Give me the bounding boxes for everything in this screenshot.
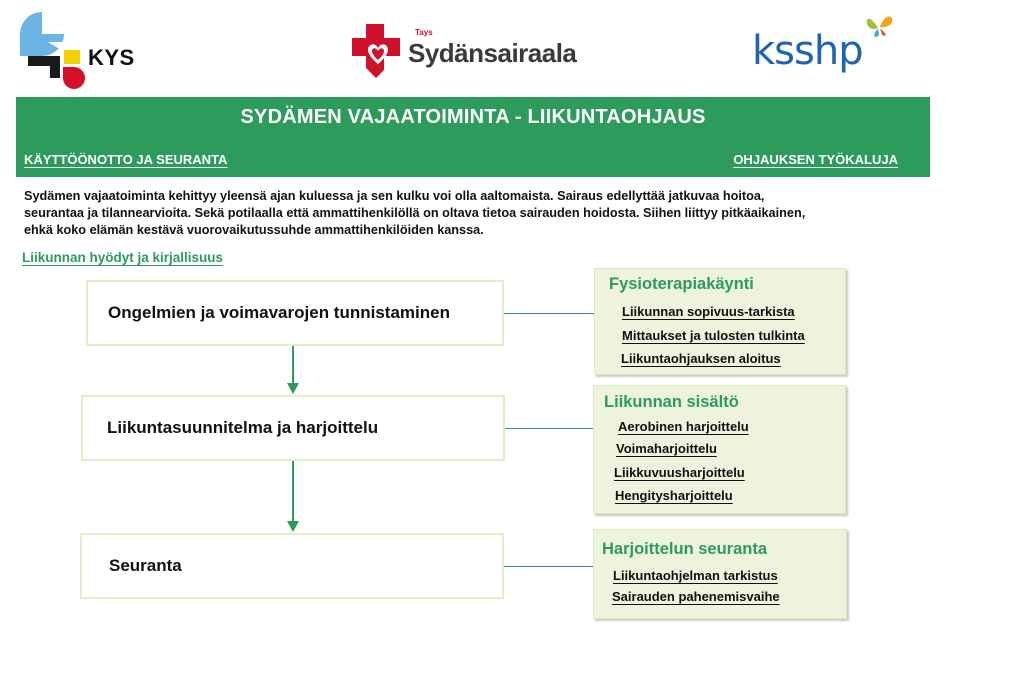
intro-line: Sydämen vajaatoiminta kehittyy yleensä ajan kuluessa ja sen kulku voi olla aaltomaista. Sairaus edellyttää jatkuvaa hoitoa, (24, 189, 765, 203)
step-seuranta: Seuranta (80, 533, 504, 599)
panel-harjoittelun-seuranta (593, 529, 847, 619)
panel-title: Fysioterapiakäynti (609, 275, 754, 293)
flow-connector (292, 461, 294, 522)
step-suunnitelma: Liikuntasuunnitelma ja harjoittelu (81, 395, 505, 461)
panel-connector (504, 313, 594, 314)
kys-logo (20, 12, 150, 94)
kys-logo-text: KYS (88, 45, 135, 70)
sydansairaala-logo (350, 24, 590, 82)
panel-title: Harjoittelun seuranta (602, 540, 768, 558)
panel-link-tarkistus[interactable]: Liikuntaohjelman tarkistus (613, 568, 778, 583)
panel-link-hengitys[interactable]: Hengitysharjoittelu (615, 488, 733, 503)
step-tunnistaminen: Ongelmien ja voimavarojen tunnistaminen (86, 280, 504, 346)
kayttoonotto-link[interactable]: KÄYTTÖÖNOTTO JA SEURANTA (24, 152, 228, 167)
sydansairaala-logo-text: Sydänsairaala (408, 38, 577, 68)
ksshp-logo (752, 12, 897, 74)
intro-line: ehkä koko elämän kestävä vuorovaikutussuhde ammattihenkilöiden kanssa. (24, 223, 484, 237)
heart-cross-icon (350, 24, 406, 82)
panel-link-aerobinen[interactable]: Aerobinen harjoittelu (618, 419, 749, 434)
panel-title: Liikunnan sisältö (604, 393, 739, 411)
panel-link-aloitus[interactable]: Liikuntaohjauksen aloitus (621, 351, 781, 366)
arrow-down-icon (287, 383, 299, 394)
panel-link-liikkuvuus[interactable]: Liikkuvuusharjoittelu (614, 465, 745, 480)
butterfly-icon (864, 12, 896, 42)
panel-fysioterapiakaynti (594, 268, 846, 375)
panel-liikunnan-sisalto (593, 385, 846, 514)
intro-line: seurantaa ja tilannearvioita. Sekä potilaalla että ammattihenkilöllä on oltava tietoa sairauden hoidosta. Siihen liittyy pitkäaikainen, (24, 206, 806, 220)
panel-connector (505, 428, 593, 429)
ksshp-logo-text: ksshp (752, 28, 863, 74)
page-title: SYDÄMEN VAJAATOIMINTA - LIIKUNTAOHJAUS (240, 106, 706, 128)
panel-link-sopivuus[interactable]: Liikunnan sopivuus-tarkista (622, 304, 795, 319)
arrow-down-icon (287, 521, 299, 532)
panel-connector (504, 566, 593, 567)
header-banner (16, 97, 930, 177)
flow-connector (292, 346, 294, 384)
tays-label: Tays (415, 28, 433, 37)
panel-link-pahenemisvaihe[interactable]: Sairauden pahenemisvaihe (612, 589, 780, 604)
intro-text (24, 188, 934, 239)
panel-link-mittaukset[interactable]: Mittaukset ja tulosten tulkinta (622, 328, 805, 343)
ohjauksen-tyokaluja-link[interactable]: OHJAUKSEN TYÖKALUJA (733, 152, 898, 167)
panel-link-voima[interactable]: Voimaharjoittelu (616, 441, 717, 456)
literature-link[interactable]: Liikunnan hyödyt ja kirjallisuus (22, 250, 224, 265)
